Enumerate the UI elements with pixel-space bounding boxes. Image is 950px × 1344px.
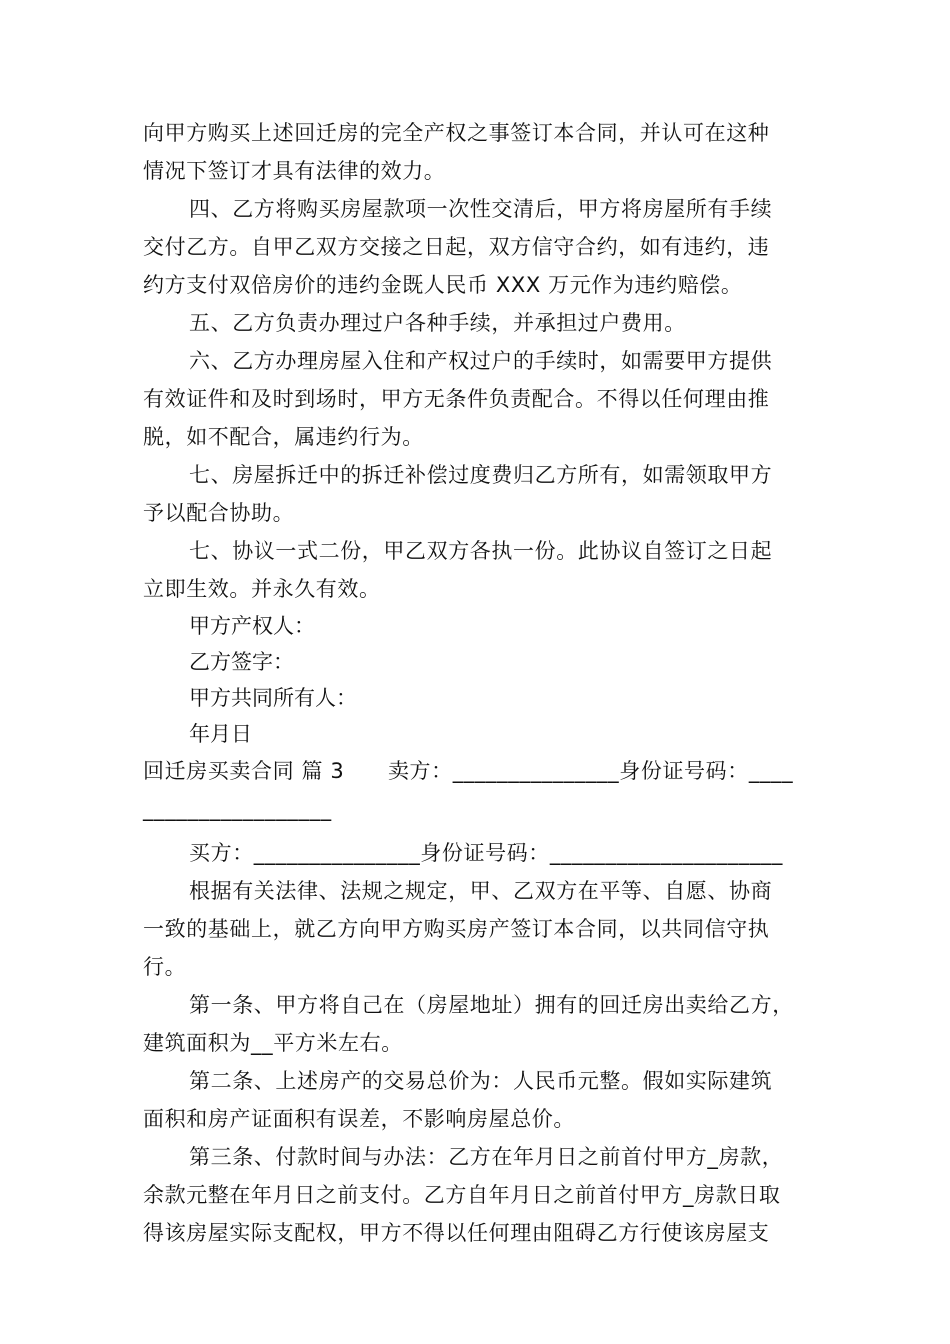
paragraph-line: 行。	[143, 955, 187, 979]
preamble-line: 根据有关法律、法规之规定，甲、乙双方在平等、自愿、协商	[189, 879, 773, 903]
signature-date: 年月日	[189, 722, 252, 746]
section-title-line: 回迁房买卖合同 篇 3 卖方：_______________身份证号码：____	[143, 759, 794, 783]
paragraph-line: 脱，如不配合，属违约行为。	[143, 425, 424, 449]
seller-id-continuation: _________________	[143, 797, 332, 821]
clause-four-line: 四、乙方将购买房屋款项一次性交清后，甲方将房屋所有手续	[189, 197, 773, 221]
article-three-line: 第三条、付款时间与办法：乙方在年月日之前首付甲方_房款，	[189, 1145, 784, 1169]
document-body	[143, 114, 813, 1252]
paragraph-line: 建筑面积为__平方米左右。	[143, 1031, 403, 1055]
clause-six-line: 六、乙方办理房屋入住和产权过户的手续时，如需要甲方提供	[189, 349, 773, 373]
signature-party-a: 甲方产权人：	[189, 614, 315, 638]
paragraph-line: 余款元整在年月日之前支付。乙方自年月日之前首付甲方_房款日取	[143, 1183, 781, 1207]
paragraph-line: 予以配合协助。	[143, 501, 295, 525]
clause-five-line: 五、乙方负责办理过户各种手续，并承担过户费用。	[189, 311, 686, 335]
signature-party-b: 乙方签字：	[189, 650, 294, 674]
paragraph-line: 得该房屋实际支配权，甲方不得以任何理由阻碍乙方行使该房屋支	[143, 1221, 770, 1245]
paragraph-line: 交付乙方。自甲乙双方交接之日起，双方信守合约，如有违约，违	[143, 235, 770, 259]
clause-seven-b-line: 七、协议一式二份，甲乙双方各执一份。此协议自签订之日起	[189, 539, 773, 563]
paragraph-line: 情况下签订才具有法律的效力。	[143, 159, 446, 183]
paragraph-line: 立即生效。并永久有效。	[143, 577, 381, 601]
paragraph-line: 一致的基础上，就乙方向甲方购买房产签订本合同，以共同信守执	[143, 917, 770, 941]
signature-co-owner: 甲方共同所有人：	[189, 686, 357, 710]
clause-seven-line: 七、房屋拆迁中的拆迁补偿过度费归乙方所有，如需领取甲方	[189, 463, 773, 487]
paragraph-line: 面积和房产证面积有误差，不影响房屋总价。	[143, 1107, 575, 1131]
paragraph-line: 向甲方购买上述回迁房的完全产权之事签订本合同，并认可在这种	[143, 121, 770, 145]
paragraph-line: 约方支付双倍房价的违约金既人民币 XXX 万元作为违约赔偿。	[143, 273, 743, 297]
article-two-line: 第二条、上述房产的交易总价为：人民币元整。假如实际建筑	[189, 1069, 773, 1093]
buyer-line: 买方：_______________身份证号码：_____________________	[189, 841, 783, 865]
paragraph-line: 有效证件和及时到场时，甲方无条件负责配合。不得以任何理由推	[143, 387, 770, 411]
article-one-line: 第一条、甲方将自己在（房屋地址）拥有的回迁房出卖给乙方，	[189, 993, 794, 1017]
